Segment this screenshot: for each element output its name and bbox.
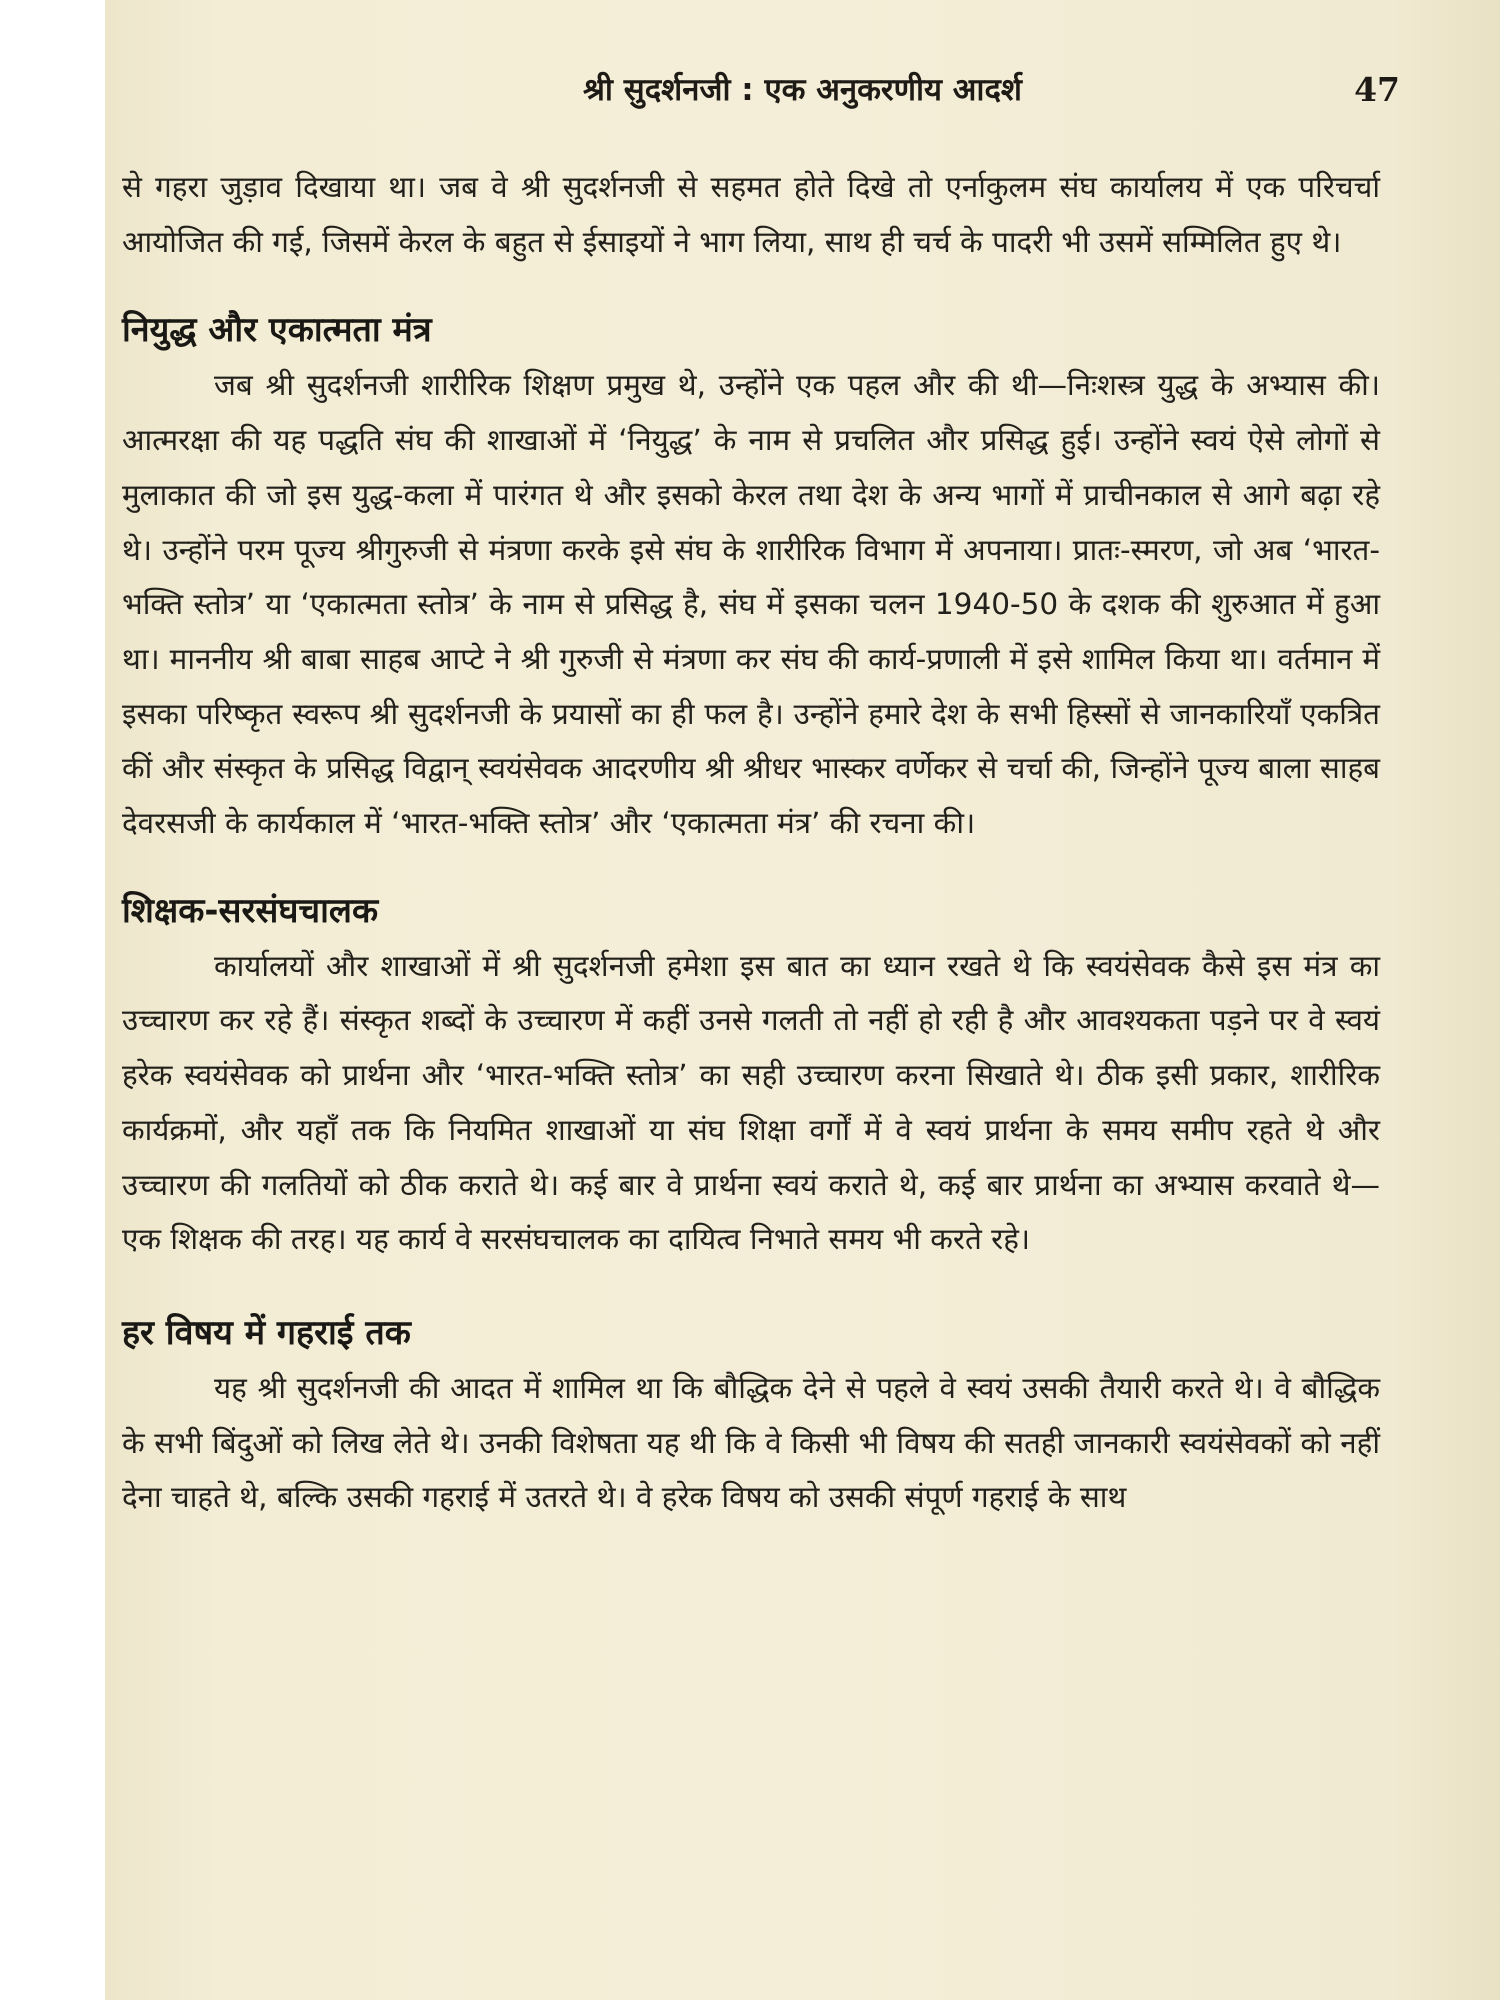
paragraph-shikshak: कार्यालयों और शाखाओं में श्री सुदर्शनजी हमेशा इस बात का ध्यान रखते थे कि स्वयंसेवक कैसे इस मंत्र का उच्चारण कर रहे हैं। संस्कृत शब्दों के उच्चारण में कहीं उनसे गलती तो नहीं हो रही है और आवश्यकता पड़ने पर वे स्वयं हरेक स्वयंसेवक को प्रार्थना और ‘भारत-भक्ति स्तोत्र’ का सही उच्चारण करना सिखाते थे। ठीक इसी प्रकार, शारीरिक कार्यक्रमों, और यहाँ तक कि नियमित शाखाओं या संघ शिक्षा वर्गों में वे स्वयं प्रार्थना के समय समीप रहते थे और उच्चारण की गलतियों को ठीक कराते थे। कई बार वे प्रार्थना स्वयं कराते थे, कई बार प्रार्थना का अभ्यास करवाते थे—एक शिक्षक की तरह। यह कार्य वे सरसंघचालक का दायित्व निभाते समय भी करते रहे। [122, 948, 1380, 1257]
paragraph-intro: से गहरा जुड़ाव दिखाया था। जब वे श्री सुदर्शनजी से सहमत होते दिखे तो एर्नाकुलम संघ कार्यालय में एक परिचर्चा आयोजित की गई, जिसमें केरल के बहुत से ईसाइयों ने भाग लिया, साथ ही चर्च के पादरी भी उसमें सम्मिलित हुए थे। [122, 170, 1380, 259]
section-heading-gehrai: हर विषय में गहराई तक [122, 1312, 411, 1353]
paragraph-niyuddha: जब श्री सुदर्शनजी शारीरिक शिक्षण प्रमुख थे, उन्होंने एक पहल और की थी—निःशस्त्र युद्ध के अभ्यास की। आत्मरक्षा की यह पद्धति संघ की शाखाओं में ‘नियुद्ध’ के नाम से प्रचलित और प्रसिद्ध हुई। उन्होंने स्वयं ऐसे लोगों से मुलाकात की जो इस युद्ध-कला में पारंगत थे और इसको केरल तथा देश के अन्य भागों में प्राचीनकाल से आगे बढ़ा रहे थे। उन्होंने परम पूज्य श्रीगुरुजी से मंत्रणा करके इसे संघ के शारीरिक विभाग में अपनाया। प्रातः-स्मरण, जो अब ‘भारत-भक्ति स्तोत्र’ या ‘एकात्मता स्तोत्र’ के नाम से प्रसिद्ध है, संघ में इसका चलन 1940-50 के दशक की शुरुआत में हुआ था। माननीय श्री बाबा साहब आप्टे ने श्री गुरुजी से मंत्रणा कर संघ की कार्य-प्रणाली में इसे शामिल किया था। वर्तमान में इसका परिष्कृत स्वरूप श्री सुदर्शनजी के प्रयासों का ही फल है। उन्होंने हमारे देश के सभी हिस्सों से जानकारियाँ एकत्रित कीं और संस्कृत के प्रसिद्ध विद्वान् स्वयंसेवक आदरणीय श्री श्रीधर भास्कर वर्णेकर से चर्चा की, जिन्होंने पूज्य बाला साहब देवरसजी के कार्यकाल में ‘भारत-भक्ति स्तोत्र’ और ‘एकात्मता मंत्र’ की रचना की। [122, 368, 1380, 841]
scan-margin [0, 0, 105, 2000]
paragraph-gehrai: यह श्री सुदर्शनजी की आदत में शामिल था कि बौद्धिक देने से पहले वे स्वयं उसकी तैयारी करते थे। वे बौद्धिक के सभी बिंदुओं को लिख लेते थे। उनकी विशेषता यह थी कि वे किसी भी विषय की सतही जानकारी स्वयंसेवकों को नहीं देना चाहते थे, बल्कि उसकी गहराई में उतरते थे। वे हरेक विषय को उसकी संपूर्ण गहराई के साथ [122, 1370, 1380, 1515]
running-header-title: श्री सुदर्शनजी : एक अनुकरणीय आदर्श [582, 72, 1023, 108]
page-body [122, 160, 1380, 1525]
page-number: 47 [1354, 70, 1400, 109]
section-heading-niyuddha: नियुद्ध और एकात्मता मंत्र [122, 310, 432, 351]
section-heading-shikshak: शिक्षक-सरसंघचालक [122, 890, 379, 931]
